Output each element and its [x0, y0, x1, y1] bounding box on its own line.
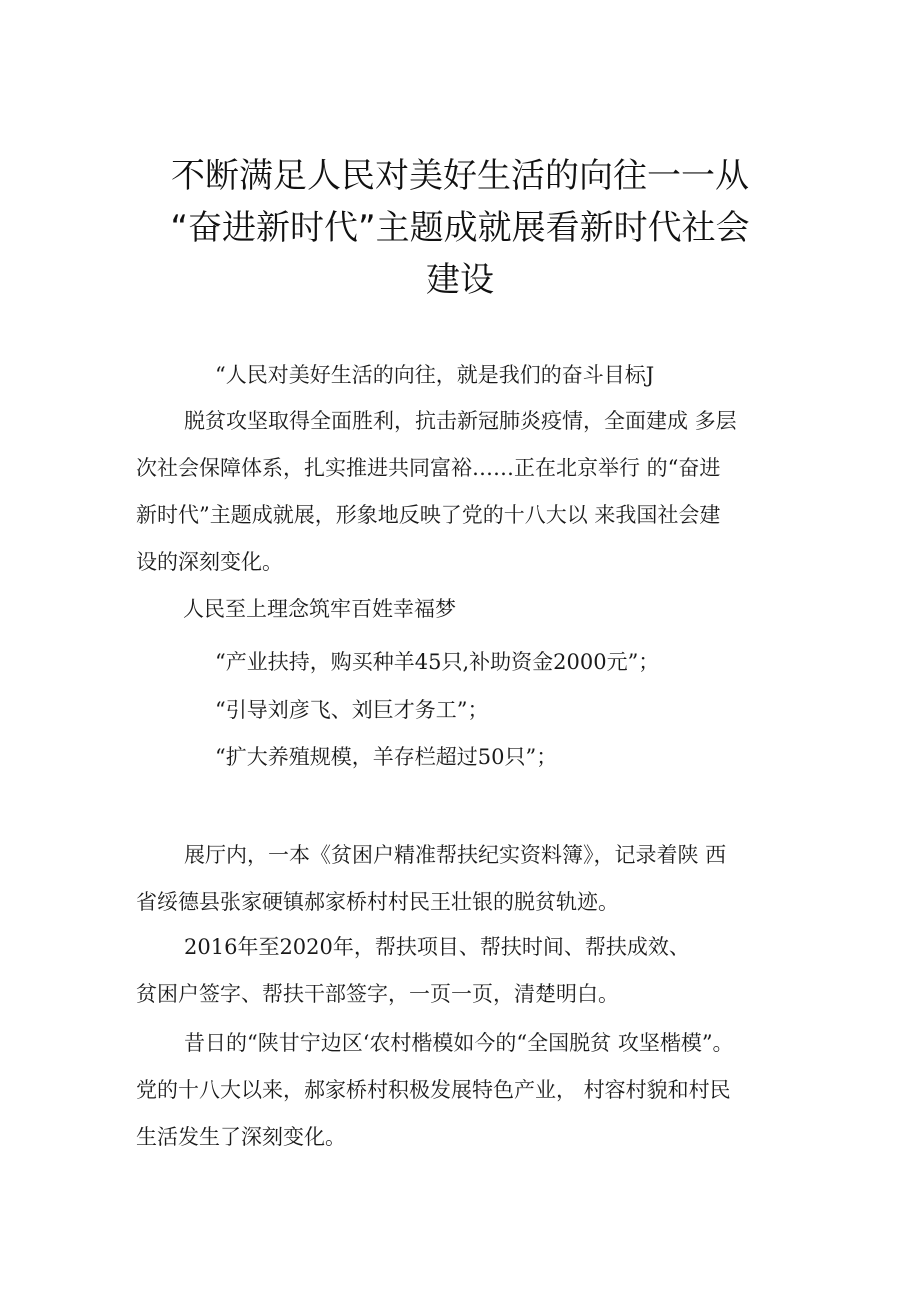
quote-line-labor: “引导刘彦飞、刘巨才务工”；: [215, 698, 489, 722]
paragraph-line: 省绥德县张家硬镇郝家桥村村民王壮银的脱贫轨迹。: [136, 890, 619, 914]
paragraph-line: 脱贫攻坚取得全面胜利，抗击新冠肺炎疫情，全面建成 多层: [184, 409, 737, 433]
paragraph-line: 展厅内，一本《贫困户精准帮扶纪实资料簿》，记录着陕 西: [184, 843, 727, 867]
title-line-2: “奋进新时代”主题成就展看新时代社会: [170, 208, 750, 248]
paragraph-records: [136, 924, 796, 1018]
page-title: [120, 150, 800, 306]
title-line-1: 不断满足人民对美好生活的向往一一从: [171, 156, 749, 196]
section-heading: 人民至上理念筑牢百姓幸福梦: [183, 597, 456, 621]
paragraph-line: 新时代”主题成就展，形象地反映了党的十八大以 来我国社会建: [136, 503, 721, 527]
intro-quote: “人民对美好生活的向往，就是我们的奋斗目标J: [215, 363, 655, 387]
quote-line-breeding: “扩大养殖规模，羊存栏超过50只”；: [215, 745, 558, 769]
paragraph-line: 生活发生了深刻变化。: [136, 1125, 346, 1149]
paragraph-achievements: [136, 398, 796, 586]
paragraph-line: 贫困户签字、帮扶干部签字，一页一页，清楚明白。: [136, 982, 619, 1006]
paragraph-line: 设的深刻变化。: [136, 550, 283, 574]
paragraph-exhibit: [136, 832, 796, 926]
paragraph-line: 2016年至2020年，帮扶项目、帮扶时间、帮扶成效、: [184, 935, 690, 959]
paragraph-line: 昔日的“陕甘宁边区‘农村楷模如今的“全国脱贫 攻坚楷模”。: [184, 1031, 734, 1055]
paragraph-line: 次社会保障体系，扎实推进共同富裕……正在北京举行 的“奋进: [136, 456, 721, 480]
paragraph-village: [136, 1020, 796, 1161]
paragraph-line: 党的十八大以来，郝家桥村积极发展特色产业， 村容村貌和村民: [136, 1078, 731, 1102]
quote-line-industry: “产业扶持，购买种羊45只,补助资金2000元”；: [215, 650, 660, 674]
title-line-3: 建设: [426, 260, 494, 300]
